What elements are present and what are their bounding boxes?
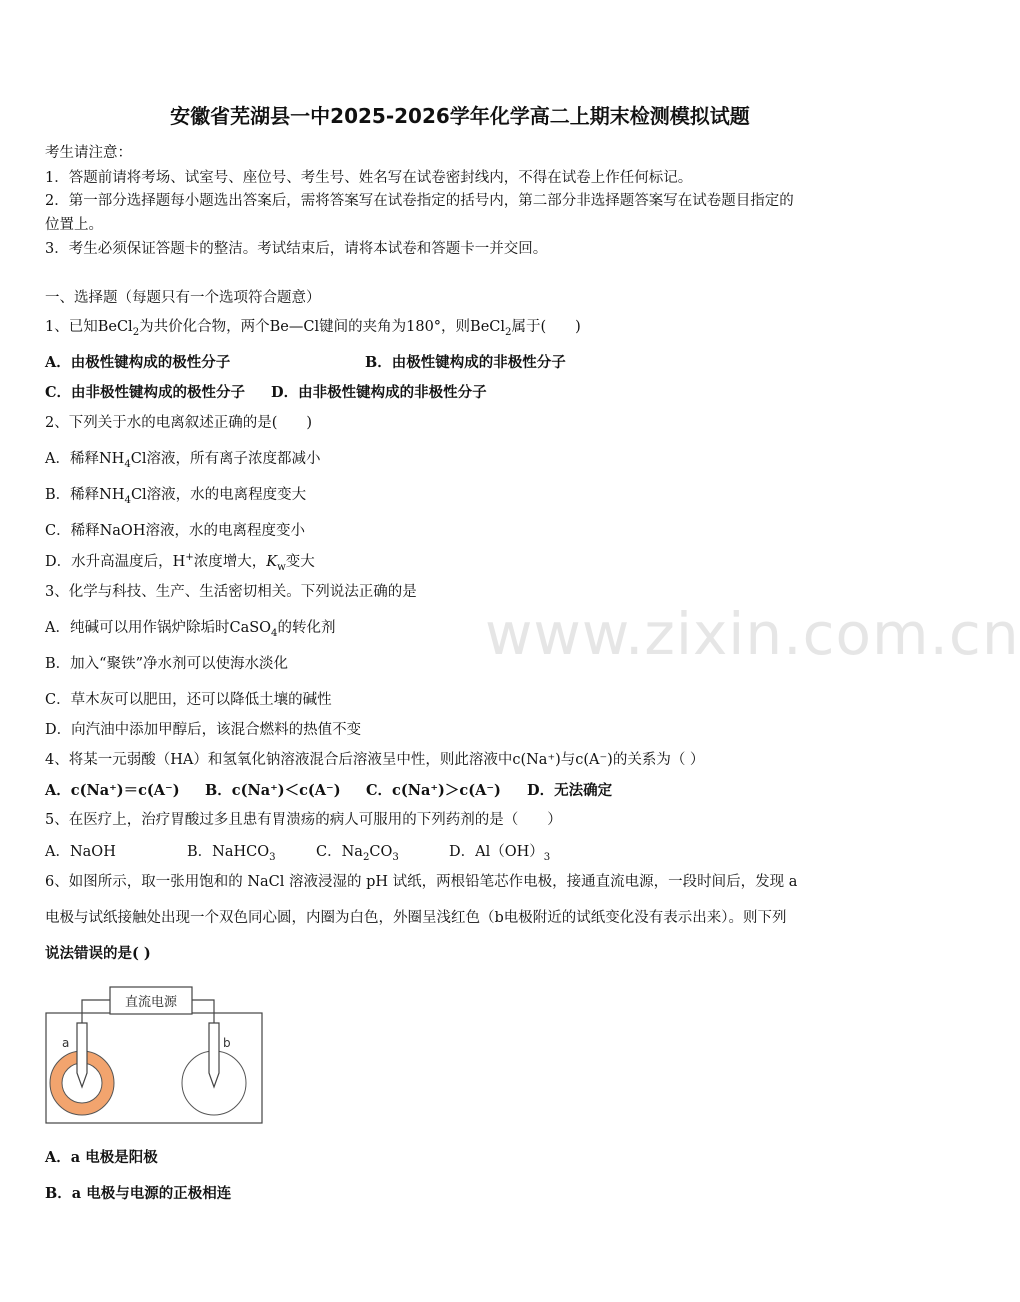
- q5-c-text: CO: [369, 844, 393, 860]
- q5-b-text: B．NaHCO: [187, 844, 270, 860]
- electrolysis-diagram: [40, 975, 270, 1127]
- q3-option-a: [45, 616, 335, 639]
- q5-c-sub: 3: [392, 851, 399, 863]
- q6-option-a: A．a 电极是阳极: [45, 1149, 158, 1166]
- q1-stem: [45, 315, 581, 338]
- notes-heading: 考生请注意：: [45, 145, 132, 161]
- q1-option-b: B．由极性键构成的非极性分子: [365, 354, 566, 371]
- q2-d-k: K: [266, 554, 278, 570]
- q4-option-a: A．c(Na⁺)＝c(A⁻): [45, 782, 180, 799]
- page-title: 安徽省芜湖县一中2025-2026学年化学高二上期末检测模拟试题: [170, 104, 750, 128]
- q6-stem-line-3: 说法错误的是( ): [45, 945, 151, 962]
- q2-a-text: A．稀释NH: [45, 451, 125, 467]
- q1-option-d: D．由非极性键构成的非极性分子: [271, 384, 487, 401]
- q2-stem: 2、下列关于水的电离叙述正确的是( ): [45, 415, 313, 431]
- q1-stem-part: 1、已知BeCl: [45, 319, 133, 335]
- q2-d-text: 浓度增大，: [193, 554, 267, 570]
- q2-a-sub: 4: [124, 458, 131, 470]
- electrode-b: [209, 1023, 219, 1087]
- q1-option-c: C．由非极性键构成的极性分子: [45, 384, 246, 401]
- q4-option-d: D．无法确定: [527, 782, 613, 799]
- q4-stem: 4、将某一元弱酸（HA）和氢氧化钠溶液混合后溶液呈中性，则此溶液中c(Na⁺)与c(A⁻)的关系为（ ）: [45, 752, 705, 768]
- notes-item-1: 1．答题前请将考场、试室号、座位号、考生号、姓名写在试卷密封线内，不得在试卷上作任何标记。: [45, 170, 693, 186]
- notes-item-2-cont: 位置上。: [45, 217, 103, 233]
- q3-option-c: C．草木灰可以肥田，还可以降低土壤的碱性: [45, 692, 332, 708]
- q1-sub: 2: [505, 326, 512, 338]
- q5-d-text: D．Al（OH）: [449, 844, 544, 860]
- q3-a-sub: 4: [271, 627, 278, 639]
- watermark: www.zixin.com.cn: [485, 600, 1020, 668]
- q3-stem: 3、化学与科技、生产、生活密切相关。下列说法正确的是: [45, 584, 417, 600]
- q3-option-b: B．加入“聚铁”净水剂可以使海水淡化: [45, 656, 288, 672]
- q4-option-c: C．c(Na⁺)＞c(A⁻): [366, 782, 501, 799]
- q2-option-b: [45, 483, 306, 506]
- q5-c-sub: 2: [362, 851, 370, 863]
- q2-a-text: Cl溶液，所有离子浓度都减小: [130, 451, 321, 467]
- q1-stem-part: 属于( ): [511, 319, 581, 335]
- power-label: 直流电源: [124, 995, 178, 1010]
- q3-a-text: 的转化剂: [277, 620, 336, 636]
- q5-d-sub: 3: [543, 851, 551, 863]
- electrode-b-label: b: [223, 1036, 231, 1050]
- q6-stem-line-2: 电极与试纸接触处出现一个双色同心圆，内圈为白色，外圈呈浅红色（b电极附近的试纸变化没有表示出来）。则下列: [45, 910, 787, 926]
- q2-option-d: [45, 550, 315, 573]
- q5-c-text: C．Na: [316, 844, 363, 860]
- q2-d-text: 变大: [285, 554, 315, 570]
- q6-stem-line-1: 6、如图所示，取一张用饱和的 NaCl 溶液浸湿的 pH 试纸，两根铅笔芯作电极，接通直流电源，一段时间后，发现 a: [45, 874, 798, 890]
- q5-option-b: [187, 840, 276, 863]
- q5-option-d: [449, 840, 550, 863]
- q2-b-text: B．稀释NH: [45, 487, 125, 503]
- q1-sub: 2: [132, 326, 140, 338]
- q1-option-a: A．由极性键构成的极性分子: [45, 354, 231, 371]
- q5-option-a: A．NaOH: [45, 844, 116, 860]
- notes-item-3: 3．考生必须保证答题卡的整洁。考试结束后，请将本试卷和答题卡一并交回。: [45, 241, 548, 257]
- q5-b-sub: 3: [269, 851, 276, 863]
- electrode-a-label: a: [62, 1036, 70, 1050]
- q2-option-c: C．稀释NaOH溶液，水的电离程度变小: [45, 523, 305, 539]
- q2-b-sub: 4: [124, 494, 131, 506]
- q4-option-b: B．c(Na⁺)＜c(A⁻): [205, 782, 341, 799]
- q3-a-text: A．纯碱可以用作锅炉除垢时CaSO: [45, 620, 272, 636]
- q2-option-a: [45, 447, 321, 470]
- q1-stem-part: 为共价化合物，两个Be—Cl键间的夹角为180°，则BeCl: [139, 319, 506, 335]
- q5-option-c: [316, 840, 399, 863]
- q2-d-w: w: [277, 561, 286, 573]
- q3-option-d: D．向汽油中添加甲醇后，该混合燃料的热值不变: [45, 722, 362, 738]
- electrode-a: [77, 1023, 87, 1087]
- q2-b-text: Cl溶液，水的电离程度变大: [130, 487, 307, 503]
- q6-option-b: B．a 电极与电源的正极相连: [45, 1185, 232, 1202]
- q2-d-sup: +: [185, 552, 194, 564]
- q5-stem: 5、在医疗上，治疗胃酸过多且患有胃溃疡的病人可服用的下列药剂的是（ ）: [45, 812, 562, 828]
- notes-item-2: 2．第一部分选择题每小题选出答案后，需将答案写在试卷指定的括号内，第二部分非选择题答案写在试卷题目指定的: [45, 193, 794, 209]
- q2-d-text: D．水升高温度后，H: [45, 554, 186, 570]
- section-heading: 一、选择题（每题只有一个选项符合题意）: [45, 290, 321, 306]
